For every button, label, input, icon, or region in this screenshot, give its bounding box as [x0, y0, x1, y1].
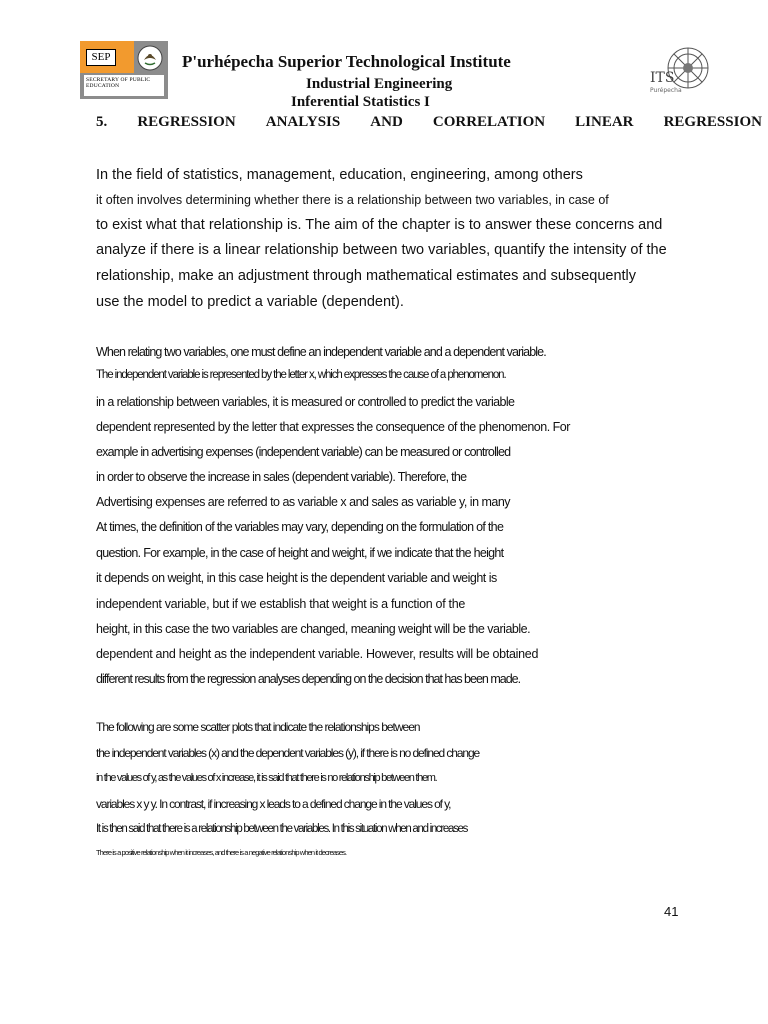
- mexican-eagle-icon: [136, 44, 164, 72]
- section-number: 5.: [96, 114, 108, 130]
- paragraph3-line: in the values of y, as the values of x increase, it is said that there is no relationship between them.: [96, 772, 437, 784]
- heading-word: REGRESSION: [663, 114, 762, 130]
- heading-word: LINEAR: [575, 114, 634, 130]
- paragraph1-line: use the model to predict a variable (dependent).: [96, 294, 404, 310]
- paragraph3-line: It is then said that there is a relationship between the variables. In this situation when and increases: [96, 823, 468, 835]
- paragraph3-line: the independent variables (x) and the dependent variables (y), if there is no defined change: [96, 746, 480, 760]
- paragraph2-line: dependent and height as the independent variable. However, results will be obtained: [96, 647, 539, 661]
- paragraph2-line: independent variable, but if we establish that weight is a function of the: [96, 597, 466, 611]
- secretary-text: SECRETARY OF PUBLIC EDUCATION: [86, 77, 151, 89]
- paragraph3-line: The following are some scatter plots that indicate the relationships between: [96, 720, 420, 734]
- paragraph2-line: Advertising expenses are referred to as variable x and sales as variable y, in many: [96, 495, 511, 509]
- its-logo: [642, 42, 722, 102]
- paragraph2-line: example in advertising expenses (independent variable) can be measured or controlled: [96, 445, 511, 459]
- heading-word: CORRELATION: [432, 114, 546, 130]
- paragraph2-line: At times, the definition of the variables may vary, depending on the formulation of the: [96, 520, 504, 534]
- heading-word: AND: [370, 114, 403, 130]
- paragraph2-line: height, in this case the two variables are changed, meaning weight will be the variable.: [96, 622, 531, 636]
- paragraph2-line: in a relationship between variables, it is measured or controlled to predict the variable: [96, 395, 515, 409]
- paragraph2-line: different results from the regression analyses depending on the decision that has been made.: [96, 672, 521, 686]
- sep-label: SEP: [86, 49, 116, 66]
- its-logo-subtext: Purépecha: [650, 87, 682, 94]
- course-title: Inferential Statistics I: [291, 94, 430, 110]
- paragraph2-line: The independent variable is represented by the letter x, which expresses the cause of a phenomenon.: [96, 369, 506, 381]
- page-number: 41: [664, 904, 679, 919]
- paragraph1-line: it often involves determining whether there is a relationship between two variables, in case of: [96, 193, 609, 207]
- paragraph2-line: When relating two variables, one must define an independent variable and a dependent variable.: [96, 345, 546, 359]
- paragraph1-line: analyze if there is a linear relationship between two variables, quantify the intensity of the: [96, 242, 667, 258]
- paragraph1-line: In the field of statistics, management, education, engineering, among others: [96, 167, 583, 183]
- paragraph1-line: to exist what that relationship is. The aim of the chapter is to answer these concerns and: [96, 217, 663, 233]
- paragraph2-line: it depends on weight, in this case height is the dependent variable and weight is: [96, 571, 497, 585]
- section-heading: [96, 114, 762, 131]
- paragraph2-line: dependent represented by the letter that expresses the consequence of the phenomenon. For: [96, 420, 570, 434]
- heading-word: ANALYSIS: [265, 114, 341, 130]
- heading-word: REGRESSION: [137, 114, 236, 130]
- paragraph3-line: variables x y y. In contrast, if increasing x leads to a defined change in the values of y,: [96, 797, 451, 811]
- its-logo-text: ITS: [650, 70, 675, 86]
- paragraph2-line: question. For example, in the case of height and weight, if we indicate that the height: [96, 546, 504, 560]
- sep-logo: [80, 41, 168, 99]
- paragraph2-line: in order to observe the increase in sales (dependent variable). Therefore, the: [96, 470, 467, 484]
- institute-title: P'urhépecha Superior Technological Institute: [182, 52, 511, 71]
- paragraph3-line: There is a positive relationship when it increases, and there is a negative relationship when it decreases.: [96, 848, 347, 857]
- department-title: Industrial Engineering: [306, 76, 453, 92]
- paragraph1-line: relationship, make an adjustment through mathematical estimates and subsequently: [96, 268, 637, 284]
